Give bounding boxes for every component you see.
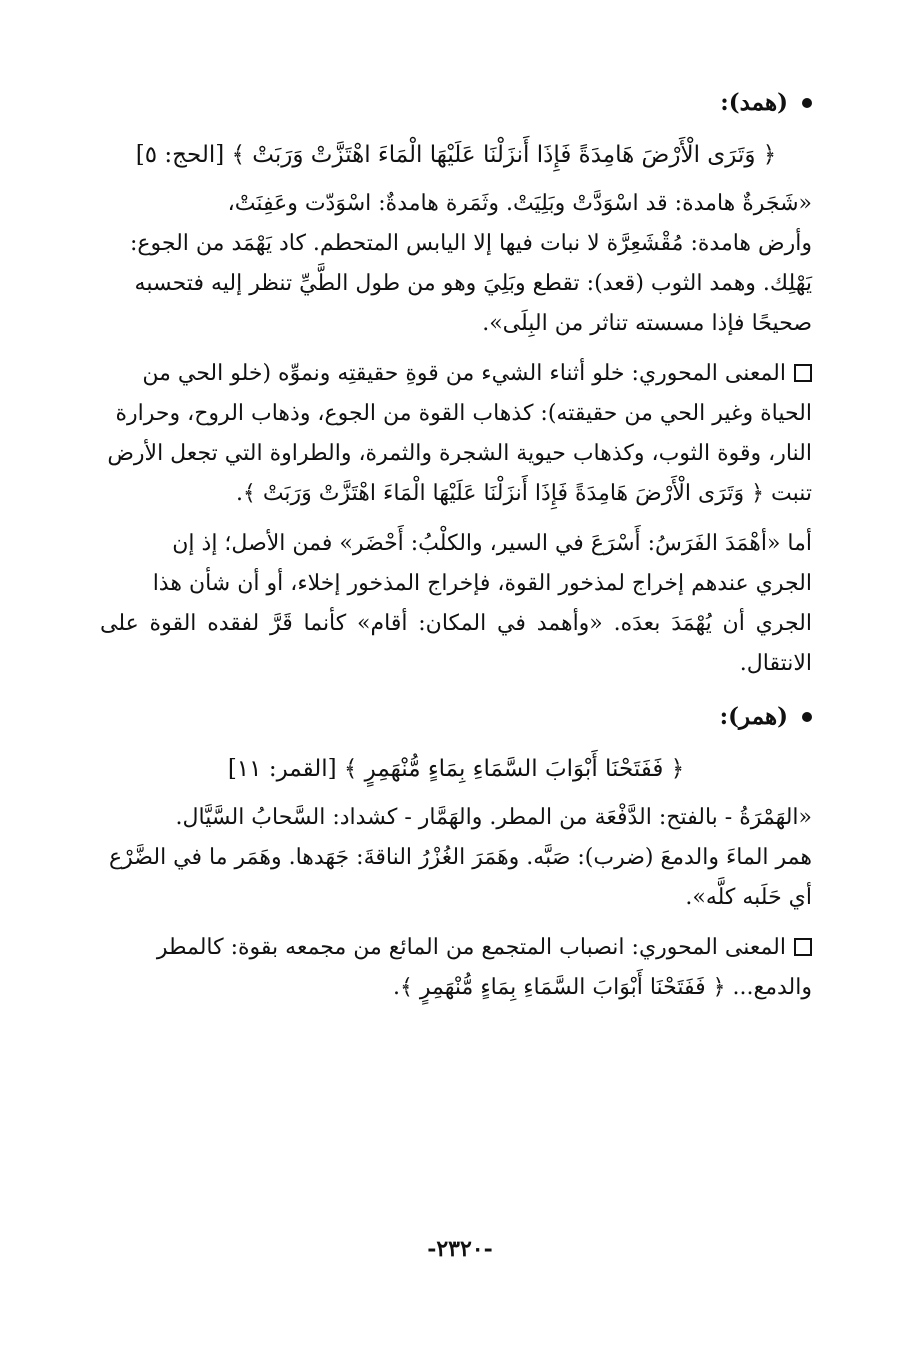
- meaning-text: المعنى المحوري: انصباب المتجمع من المائع من مجمعه بقوة: كالمطر: [156, 935, 786, 960]
- quote-line: صحيحًا فإذا مسسته تناثر من البِلَى».: [482, 311, 812, 336]
- entry-heading-text: (همر):: [719, 703, 788, 730]
- quote-line: «شَجَرةٌ هامدة: قد اسْوَدَّتْ وبَلِيَتْ. وثَمَرة هامدةٌ: اسْوَدّت وعَفِنَتْ،: [227, 191, 812, 216]
- entry-heading-hamar: [100, 694, 812, 740]
- entry-heading-text: (همد):: [720, 89, 788, 116]
- meaning-line: [100, 928, 812, 968]
- quote-line: «الهَمْرَةُ - بالفتح: الدَّفْعَة من المطر. والهَمَّار - كشداد: السَّحابُ السَّيَّال.: [175, 805, 812, 830]
- extra-line: الجري أن يُهْمَدَ بعدَه. «وأهمد في المكان: أقام» كأنما قَرَّ لفقده القوة على الانتقال.: [100, 611, 812, 676]
- lexicon-quote: [100, 798, 812, 918]
- lexicon-quote: [100, 184, 812, 344]
- quote-line: وأرض هامدة: مُقْشَعِرَّة لا نبات فيها إلا اليابس المتحطم. كاد يَهْمَد من الجوع:: [130, 231, 812, 256]
- meaning-line: النار، وقوة الثوب، وكذهاب حيوية الشجرة والثمرة، والطراوة التي تجعل الأرض: [107, 441, 812, 466]
- quote-line: يَهْلِك. وهمد الثوب (قعد): تقطع وبَلِيَ وهو من طول الطَّيِّ تنظر إليه فتحسبه: [134, 271, 812, 296]
- document-page: [100, 80, 812, 1300]
- square-icon: [794, 364, 812, 382]
- square-icon: [794, 938, 812, 956]
- central-meaning: [100, 928, 812, 1008]
- page-number: -٢٣٢٠-: [427, 1236, 493, 1262]
- bullet-icon: [802, 98, 812, 108]
- meaning-line: والدمع... ﴿ فَفَتَحْنَا أَبْوَابَ السَّمَاءِ بِمَاءٍ مُّنْهَمِرٍ ﴾.: [393, 975, 812, 1000]
- bullet-icon: [802, 712, 812, 722]
- extra-paragraph: [100, 524, 812, 684]
- extra-line: الجري عندهم إخراج لمذخور القوة، فإخراج المذخور إخلاء، أو أن شأن هذا: [152, 571, 812, 596]
- quote-line: أي حَلَبه كلَّه».: [685, 885, 812, 910]
- central-meaning: [100, 354, 812, 514]
- meaning-line: تنبت ﴿ وَتَرَى الْأَرْضَ هَامِدَةً فَإِذَا أَنزَلْنَا عَلَيْهَا الْمَاءَ اهْتَزَّتْ وَرَبَتْ ﴾.: [235, 481, 812, 506]
- extra-line: أما «أهْمَدَ الفَرَسُ: أَسْرَعَ في السير، والكلْبُ: أَحْضَر» فمن الأصل؛ إذ إن: [172, 531, 812, 556]
- quran-verse: ﴿ وَتَرَى الْأَرْضَ هَامِدَةً فَإِذَا أَنزَلْنَا عَلَيْهَا الْمَاءَ اهْتَزَّتْ وَرَبَتْ ﴾ [الحج: ٥]: [135, 142, 777, 168]
- quran-verse: ﴿ فَفَتَحْنَا أَبْوَابَ السَّمَاءِ بِمَاءٍ مُّنْهَمِرٍ ﴾ [القمر: ١١]: [227, 756, 685, 782]
- meaning-line: الحياة وغير الحي من حقيقته): كذهاب القوة من الجوع، وذهاب الروح، وحرارة: [115, 401, 812, 426]
- meaning-text: المعنى المحوري: خلو أثناء الشيء من قوةِ حقيقتِه ونموِّه (خلو الحي من: [142, 361, 786, 386]
- quote-line: همر الماءَ والدمعَ (ضرب): صَبَّه. وهَمَرَ الغُزْرُ الناقةَ: جَهَدها. وهَمَر ما في الضَّرْع: [109, 845, 812, 870]
- meaning-line: [100, 354, 812, 394]
- entry-heading-hamad: [100, 80, 812, 126]
